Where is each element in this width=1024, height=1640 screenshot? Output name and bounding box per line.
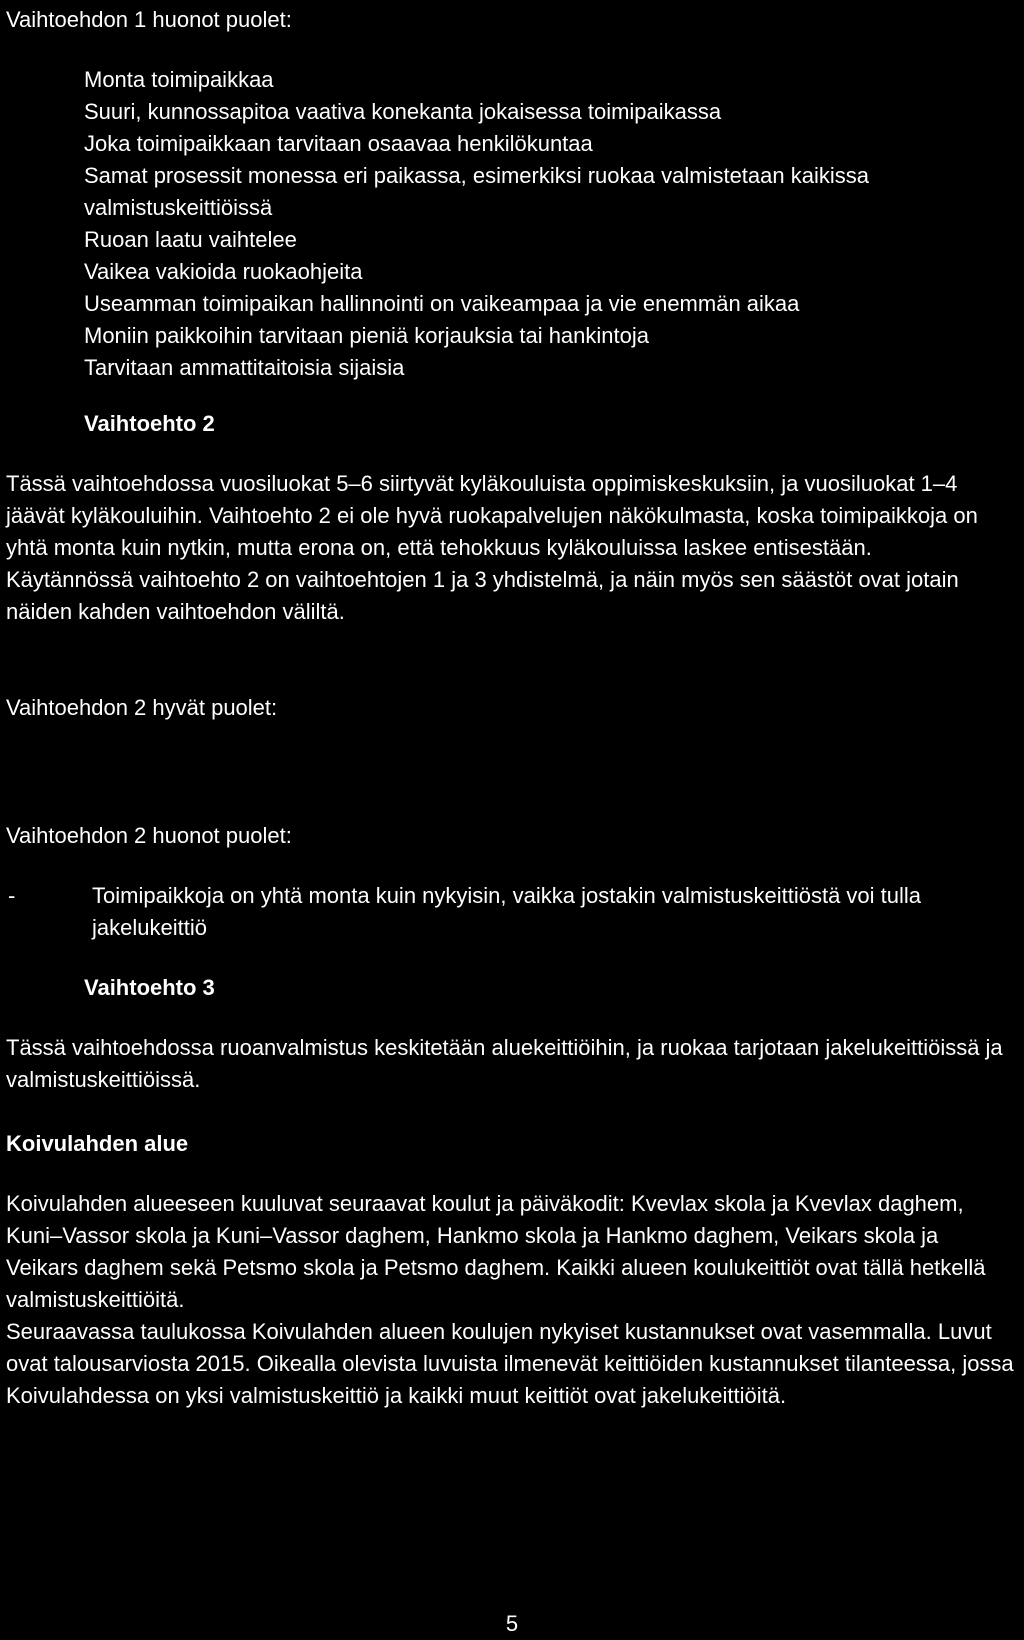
heading-option1-cons: Vaihtoehdon 1 huonot puolet: bbox=[6, 7, 292, 32]
list-item: Tarvitaan ammattitaitoisia sijaisia bbox=[84, 355, 405, 380]
region-description bbox=[6, 1188, 1016, 1412]
option2-description bbox=[6, 468, 1016, 628]
paragraph: Koivulahden alueeseen kuuluvat seuraavat koulut ja päiväkodit: Kvevlax skola ja Kvevlax daghem, Kuni–Vassor skola ja Kuni–Vassor daghem, Hankmo skola ja Hankmo daghem, Veikars skola ja Veikars daghem sekä Petsmo skola ja Petsmo daghem. Kaikki alueen koulukeittiöt ovat tällä hetkellä valmistuskeittiöitä. bbox=[6, 1191, 986, 1312]
list-item: Useamman toimipaikan hallinnointi on vaikeampaa ja vie enemmän aikaa bbox=[84, 291, 800, 316]
option2-cons-list bbox=[8, 880, 1022, 944]
option1-cons-list bbox=[84, 64, 1014, 384]
heading-option2-cons: Vaihtoehdon 2 huonot puolet: bbox=[6, 823, 292, 848]
page-number: 5 bbox=[505, 1611, 519, 1636]
list-item: Joka toimipaikkaan tarvitaan osaavaa henkilökuntaa bbox=[84, 131, 593, 156]
region-title: Koivulahden alue bbox=[6, 1131, 189, 1156]
list-item: Vaikea vakioida ruokaohjeita bbox=[84, 259, 363, 284]
list-item: Moniin paikkoihin tarvitaan pieniä korjauksia tai hankintoja bbox=[84, 323, 649, 348]
paragraph: Tässä vaihtoehdossa vuosiluokat 5–6 siirtyvät kyläkouluista oppimiskeskuksiin, ja vuosiluokat 1–4 jäävät kyläkouluihin. Vaihtoehto 2 ei ole hyvä ruokapalvelujen näkökulmasta, koska toimipaikkoja on yhtä monta kuin nytkin, mutta erona on, että tehokkuus kyläkouluissa laskee entisestään. bbox=[6, 471, 978, 560]
list-dash: - bbox=[8, 883, 16, 908]
paragraph: Käytännössä vaihtoehto 2 on vaihtoehtojen 1 ja 3 yhdistelmä, ja näin myös sen säästöt ovat jotain näiden kahden vaihtoehdon väliltä. bbox=[6, 567, 959, 624]
option2-title: Vaihtoehto 2 bbox=[84, 411, 215, 436]
option3-title: Vaihtoehto 3 bbox=[84, 975, 215, 1000]
list-item: Samat prosessit monessa eri paikassa, esimerkiksi ruokaa valmistetaan kaikissa valmistuskeittiöissä bbox=[84, 163, 869, 220]
list-item: Monta toimipaikkaa bbox=[84, 67, 274, 92]
option3-description: Tässä vaihtoehdossa ruoanvalmistus keskitetään aluekeittiöihin, ja ruokaa tarjotaan jakelukeittiöissä ja valmistuskeittiöissä. bbox=[6, 1035, 1003, 1092]
list-item: Suuri, kunnossapitoa vaativa konekanta jokaisessa toimipaikassa bbox=[84, 99, 722, 124]
list-item-text: Toimipaikkoja on yhtä monta kuin nykyisin, vaikka jostakin valmistuskeittiöstä voi tulla jakelukeittiö bbox=[92, 883, 922, 940]
paragraph: Seuraavassa taulukossa Koivulahden alueen koulujen nykyiset kustannukset ovat vasemmalla. Luvut ovat talousarviosta 2015. Oikealla olevista luvuista ilmenevät keittiöiden kustannukset tilanteessa, jossa Koivulahdessa on yksi valmistuskeittiö ja kaikki muut keittiöt ovat jakelukeittiöitä. bbox=[6, 1319, 1014, 1408]
list-item: Ruoan laatu vaihtelee bbox=[84, 227, 297, 252]
heading-option2-pros: Vaihtoehdon 2 hyvät puolet: bbox=[6, 695, 278, 720]
